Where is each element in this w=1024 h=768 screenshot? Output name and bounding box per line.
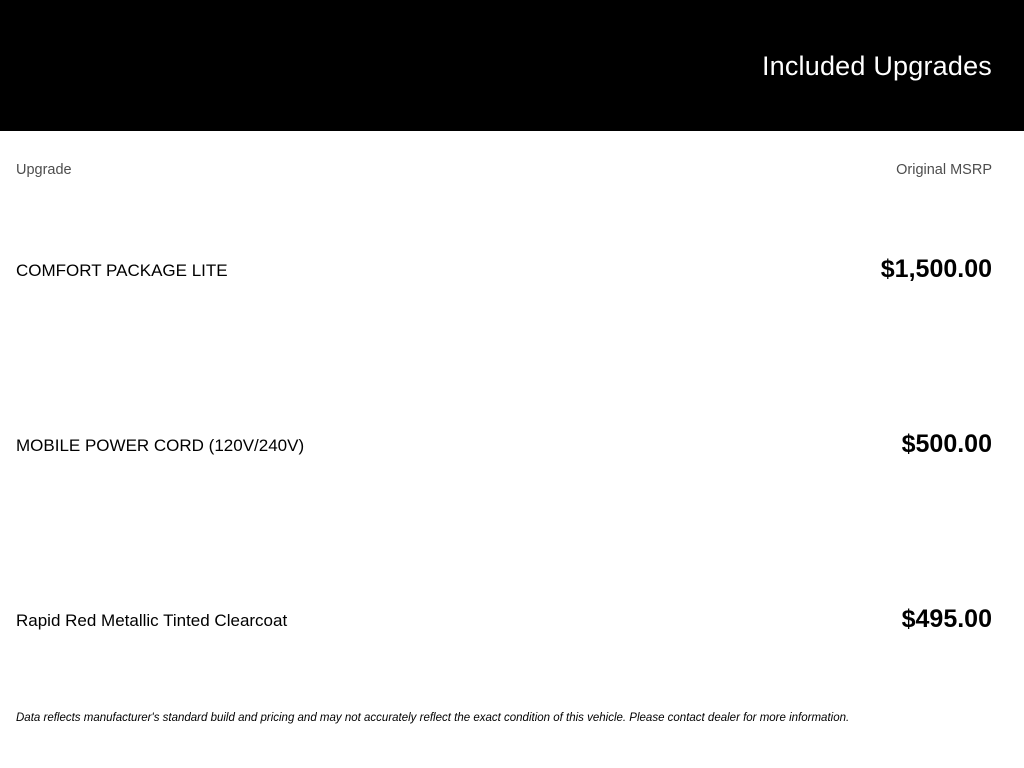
table-row [0, 192, 1024, 367]
upgrade-price: $495.00 [901, 605, 992, 633]
upgrade-price: $1,500.00 [880, 255, 992, 283]
column-header-upgrade: Upgrade [16, 162, 72, 178]
upgrades-table [0, 131, 1024, 768]
upgrade-name: Rapid Red Metallic Tinted Clearcoat [16, 611, 288, 630]
column-header-original-msrp: Original MSRP [896, 162, 992, 178]
table-row [0, 367, 1024, 542]
table-row [0, 542, 1024, 717]
header-bar [0, 0, 1024, 131]
upgrade-name: COMFORT PACKAGE LITE [16, 261, 228, 280]
page-title: Included Upgrades [761, 51, 992, 81]
upgrade-price: $500.00 [901, 430, 992, 458]
disclaimer-text: Data reflects manufacturer's standard build and pricing and may not accurately reflect the exact condition of this vehicle. Please contact dealer for more information. [16, 712, 850, 724]
upgrade-name: MOBILE POWER CORD (120V/240V) [16, 436, 305, 455]
